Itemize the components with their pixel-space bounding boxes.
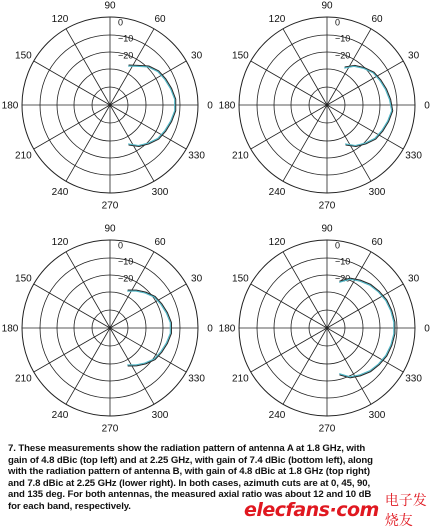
angle-label: 0 <box>207 100 213 112</box>
angle-label: 240 <box>51 187 69 199</box>
radial-tick-label: 0 <box>335 240 341 251</box>
angle-label: 240 <box>268 187 286 199</box>
angle-label: 150 <box>15 273 32 285</box>
watermark-logo: elecfans·com <box>244 499 379 521</box>
angle-label: 210 <box>232 373 249 385</box>
angle-label: 210 <box>15 150 32 162</box>
angle-label: 180 <box>1 100 19 112</box>
angle-label: 60 <box>371 13 383 25</box>
angle-label: 330 <box>405 150 422 162</box>
angle-label: 60 <box>371 236 383 248</box>
caption-line-1: 7. These measurements show the radiation pattern of antenna A at 1.8 GHz, with <box>8 443 366 454</box>
angle-label: 30 <box>191 50 203 62</box>
watermark-chinese-text: 电子发烧友 <box>384 493 427 529</box>
angle-label: 90 <box>104 223 116 235</box>
angle-label: 150 <box>232 273 249 285</box>
elecfans-watermark <box>244 493 434 529</box>
radial-tick-label: 0 <box>118 240 124 251</box>
angle-label: 240 <box>51 410 69 422</box>
angle-label: 180 <box>218 100 236 112</box>
radial-tick-label: −20 <box>118 273 134 284</box>
radial-tick-label: −10 <box>335 256 351 267</box>
angle-label: 300 <box>151 187 169 199</box>
angle-label: 300 <box>368 410 386 422</box>
radial-tick-label: 0 <box>118 17 124 28</box>
polar-chart-top-right <box>219 1 431 212</box>
polar-chart-bottom-left <box>2 224 214 435</box>
angle-label: 30 <box>408 50 420 62</box>
angle-label: 270 <box>318 423 336 435</box>
angle-label: 120 <box>51 236 69 248</box>
radial-tick-label: −20 <box>335 273 351 284</box>
angle-label: 330 <box>188 150 205 162</box>
radial-tick-label: −10 <box>118 33 134 44</box>
angle-label: 180 <box>218 323 236 335</box>
pattern-curve-1 <box>345 65 393 146</box>
caption-line-4: and 7.8 dBic at 2.25 GHz (lower right). In both cases, azimuth cuts are at 0, 45, 90, <box>8 477 371 489</box>
angle-label: 30 <box>191 273 203 285</box>
radial-tick-label: −10 <box>118 256 134 267</box>
radial-tick-label: −10 <box>335 33 351 44</box>
caption-line-3: with the radiation pattern of antenna B, with gain of 4.8 dBic at 1.8 GHz (top right) <box>8 466 370 478</box>
caption-line-5: and 135 deg. For both antennas, the measured axial ratio was about 12 and 10 dB <box>8 489 372 501</box>
angle-label: 330 <box>405 373 422 385</box>
angle-label: 0 <box>207 323 213 335</box>
angle-label: 270 <box>101 423 119 435</box>
polar-chart-top-left <box>2 1 214 212</box>
angle-label: 90 <box>104 0 116 12</box>
angle-label: 180 <box>1 323 19 335</box>
angle-label: 60 <box>154 13 166 25</box>
angle-label: 120 <box>51 13 69 25</box>
angle-label: 270 <box>318 200 336 212</box>
angle-label: 330 <box>188 373 205 385</box>
angle-label: 0 <box>424 323 430 335</box>
angle-label: 210 <box>15 373 32 385</box>
angle-label: 300 <box>151 410 169 422</box>
angle-label: 240 <box>268 410 286 422</box>
angle-label: 150 <box>232 50 249 62</box>
angle-label: 90 <box>321 223 333 235</box>
angle-label: 120 <box>268 13 286 25</box>
pattern-curve-2 <box>128 66 175 145</box>
angle-label: 120 <box>268 236 286 248</box>
angle-label: 30 <box>408 273 420 285</box>
radial-tick-label: −20 <box>118 50 134 61</box>
polar-chart-bottom-right <box>219 224 431 435</box>
radial-tick-label: −20 <box>335 50 351 61</box>
angle-label: 300 <box>368 187 386 199</box>
angle-label: 60 <box>154 236 166 248</box>
angle-label: 270 <box>101 200 119 212</box>
angle-label: 150 <box>15 50 32 62</box>
caption-line-2: gain of 4.8 dBic (top left) and at 2.25 GHz, with gain of 7.4 dBic (bottom left), along <box>8 454 373 466</box>
radial-tick-label: 0 <box>335 17 341 28</box>
angle-label: 0 <box>424 100 430 112</box>
pattern-curve-1 <box>129 65 176 146</box>
caption-line-6: for each band, respectively. <box>8 500 131 512</box>
angle-label: 210 <box>232 150 249 162</box>
angle-label: 90 <box>321 0 333 12</box>
